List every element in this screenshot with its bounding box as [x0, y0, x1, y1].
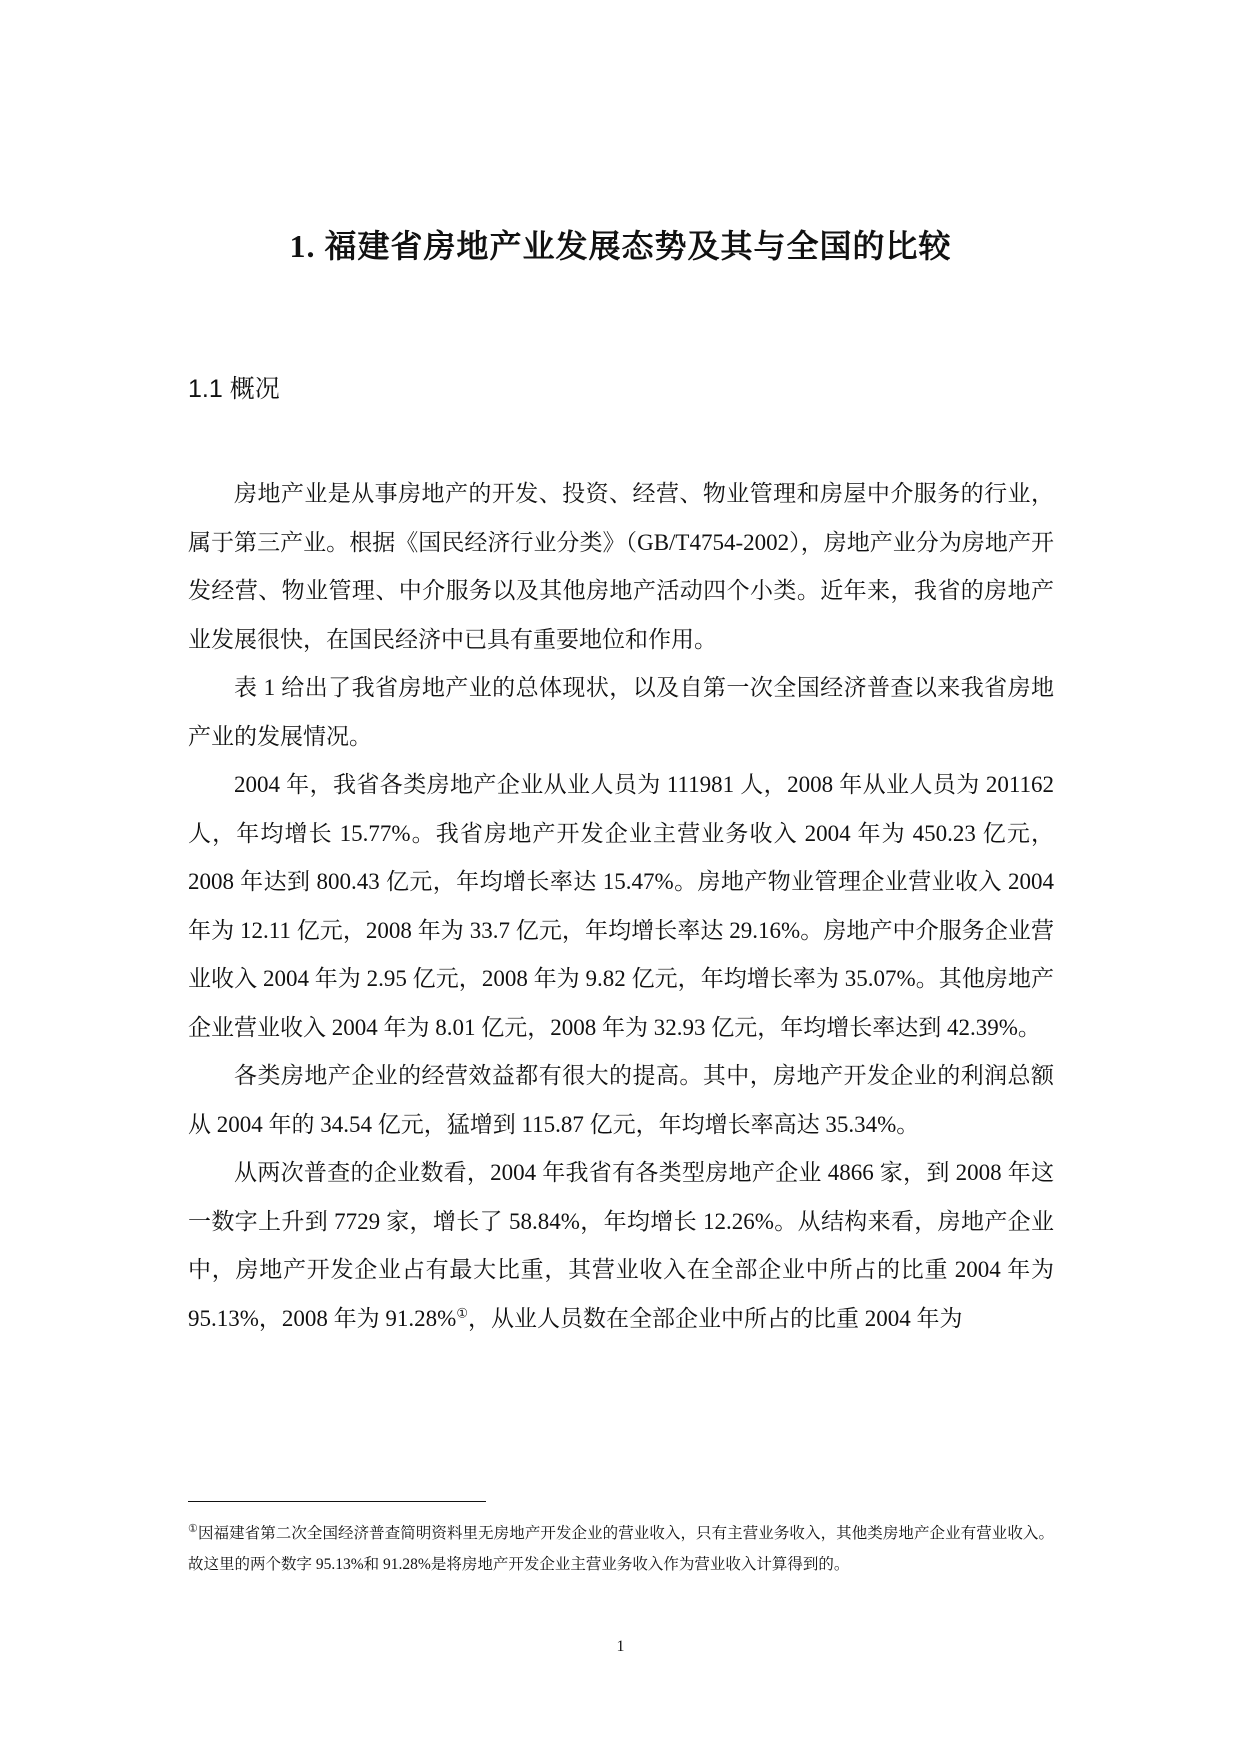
paragraph-profit: 各类房地产企业的经营效益都有很大的提高。其中，房地产开发企业的利润总额从 2004 年的 34.54 亿元，猛增到 115.87 亿元，年均增长率高达 35.34%。: [188, 1063, 1054, 1137]
paragraph-enterprise-count-continued: ，从业人员数在全部企业中所占的比重 2004 年为: [467, 1305, 963, 1331]
paragraph-table-reference: 表 1 给出了我省房地产业的总体现状，以及自第一次全国经济普查以来我省房地产业的发展情况。: [188, 675, 1054, 749]
footnote-divider: [188, 1501, 486, 1502]
paragraph-enterprise-count-text: 从两次普查的企业数看，2004 年我省有各类型房地产企业 4866 家，到 2008 年这一数字上升到 7729 家，增长了 58.84%，年均增长 12.26%。从结构来看，房地产企业中，房地产开发企业占有最大比重，其营业收入在全部企业中所占的比重 2004 年为 95.13%，2008 年为 91.28%: [188, 1160, 1054, 1331]
paragraph-enterprise-count: [188, 1149, 1054, 1343]
page-number: 1: [616, 1638, 625, 1655]
chapter-title: 1. 福建省房地产业发展态势及其与全国的比较: [289, 228, 952, 264]
paragraph-employment-revenue: 2004 年，我省各类房地产企业从业人员为 111981 人，2008 年从业人员为 201162 人，年均增长 15.77%。我省房地产开发企业主营业务收入 2004 年为 450.23 亿元，2008 年达到 800.43 亿元，年均增长率达 15.47%。房地产物业管理企业营业收入 2004 年为 12.11 亿元，2008 年为 33.7 亿元，年均增长率达 29.16%。房地产中介服务企业营业收入 2004 年为 2.95 亿元，2008 年为 9.82 亿元，年均增长率为 35.07%。其他房地产企业营业收入 2004 年为 8.01 亿元，2008 年为 32.93 亿元，年均增长率达到 42.39%。: [188, 772, 1054, 1040]
section-heading: 1.1 概况: [188, 375, 280, 403]
footnote: [188, 1518, 1054, 1580]
footnote-text: 因福建省第二次全国经济普查简明资料里无房地产开发企业的营业收入，只有主营业务收入，其他类房地产企业有营业收入。故这里的两个数字 95.13%和 91.28%是将房地产开发企业主营业务收入作为营业收入计算得到的。: [188, 1525, 1054, 1573]
body-text: [188, 470, 1054, 1343]
paragraph-intro: 房地产业是从事房地产的开发、投资、经营、物业管理和房屋中介服务的行业，属于第三产业。根据《国民经济行业分类》（GB/T4754-2002），房地产业分为房地产开发经营、物业管理、中介服务以及其他房地产活动四个小类。近年来，我省的房地产业发展很快，在国民经济中已具有重要地位和作用。: [188, 481, 1054, 652]
footnote-reference[interactable]: ①: [456, 1304, 468, 1320]
footnote-mark: ①: [188, 1522, 198, 1535]
